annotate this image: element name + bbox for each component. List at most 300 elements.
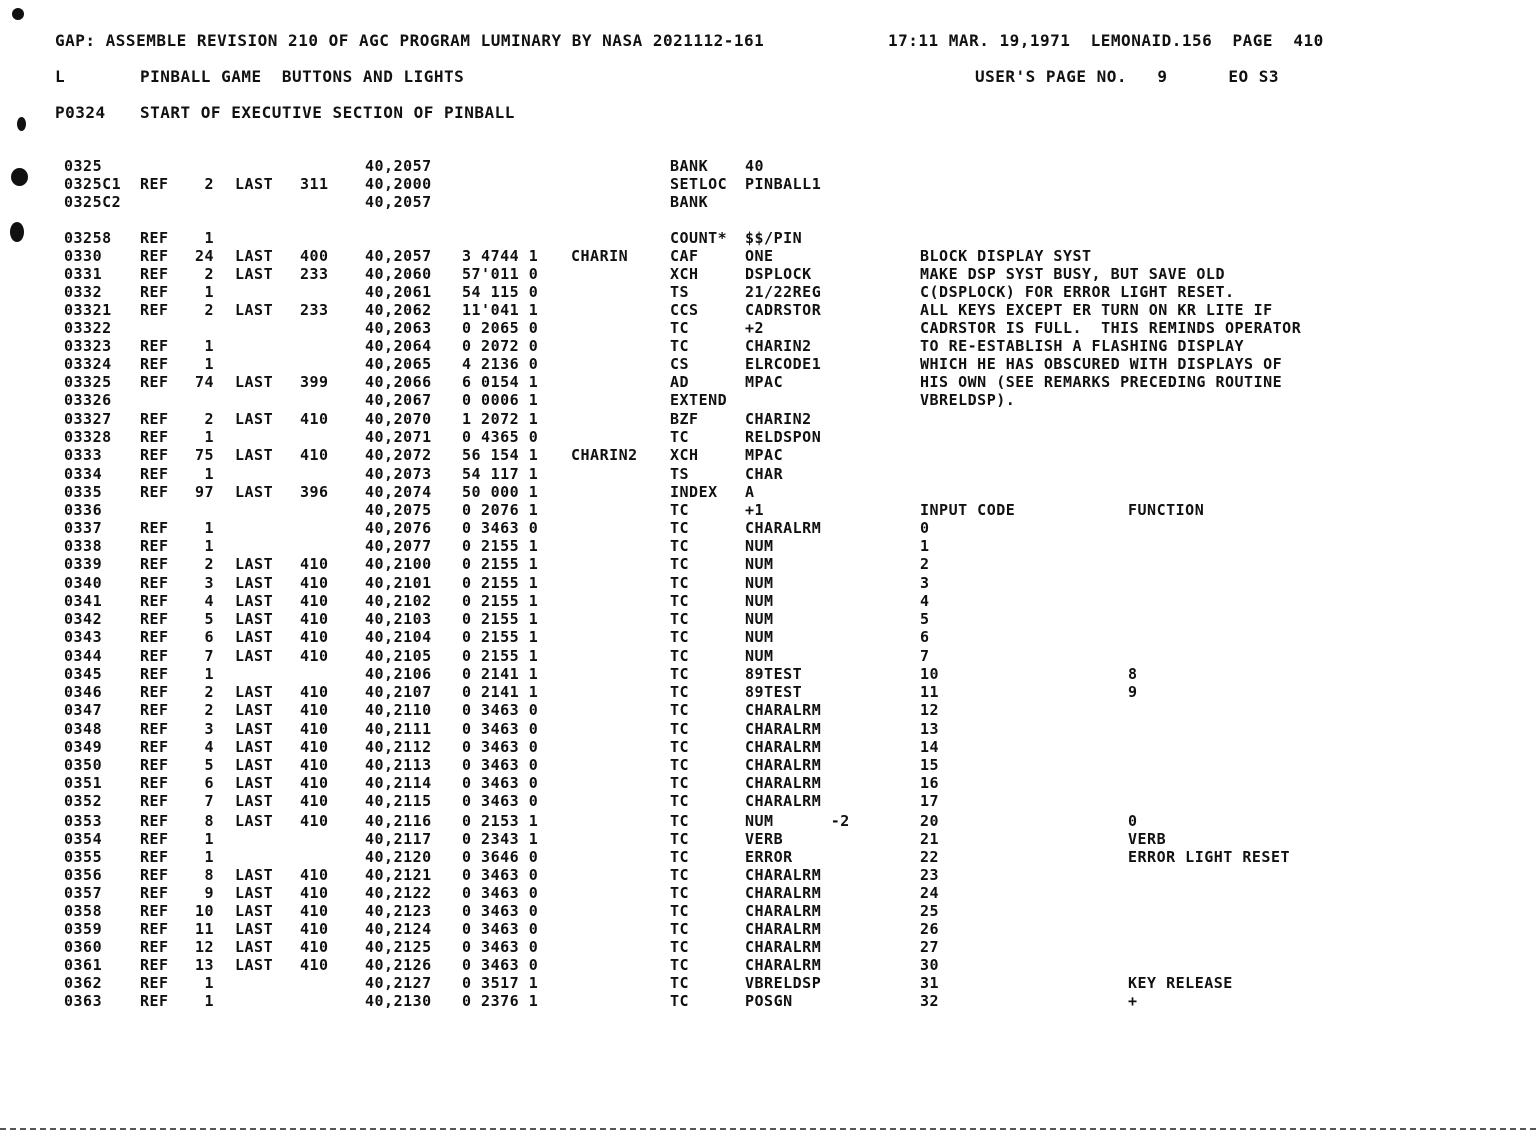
cell-remark: WHICH HE HAS OBSCURED WITH DISPLAYS OF — [920, 355, 1283, 373]
cell-code: 57'011 0 — [462, 265, 539, 283]
cell-code: 0 3463 0 — [462, 956, 539, 974]
cell-operand: +2 — [745, 319, 765, 337]
cell-cnt: 3 — [204, 574, 214, 592]
cell-line: 03321 — [64, 301, 112, 319]
listing-row — [0, 792, 1536, 810]
cell-code: 0 4365 0 — [462, 428, 539, 446]
cell-last: LAST — [235, 812, 274, 830]
section-title: START OF EXECUTIVE SECTION OF PINBALL — [140, 103, 515, 122]
cell-cnt: 7 — [204, 792, 214, 810]
cell-ref: REF — [140, 884, 169, 902]
cell-remark: 32 — [920, 992, 940, 1010]
cell-cnt: 1 — [204, 537, 214, 555]
binder-hole-mark — [12, 8, 24, 20]
user-page-number: USER'S PAGE NO. 9 EO S3 — [975, 67, 1279, 86]
cell-addr: 40,2000 — [365, 175, 432, 193]
cell-addr: 40,2130 — [365, 992, 432, 1010]
cell-lnum: 399 — [300, 373, 329, 391]
listing-row — [0, 774, 1536, 792]
cell-operand: NUM — [745, 628, 774, 646]
listing-row — [0, 830, 1536, 848]
cell-func: 9 — [1128, 683, 1138, 701]
listing-row — [0, 193, 1536, 211]
cell-operand: CHARALRM — [745, 774, 822, 792]
cell-addr: 40,2061 — [365, 283, 432, 301]
cell-cnt: 2 — [204, 701, 214, 719]
cell-line: 03326 — [64, 391, 112, 409]
cell-operand: 89TEST — [745, 665, 803, 683]
listing-row — [0, 920, 1536, 938]
cell-addr: 40,2113 — [365, 756, 432, 774]
cell-last: LAST — [235, 701, 274, 719]
cell-op: TC — [670, 774, 690, 792]
cell-addr: 40,2076 — [365, 519, 432, 537]
cell-last: LAST — [235, 756, 274, 774]
cell-line: 03324 — [64, 355, 112, 373]
cell-operand: VBRELDSP — [745, 974, 822, 992]
cell-remark: 1 — [920, 537, 930, 555]
cell-cnt: 7 — [204, 647, 214, 665]
cell-line: 0351 — [64, 774, 103, 792]
cell-remark: HIS OWN (SEE REMARKS PRECEDING ROUTINE — [920, 373, 1283, 391]
cell-addr: 40,2117 — [365, 830, 432, 848]
cell-code: 3 4744 1 — [462, 247, 539, 265]
cell-line: 0344 — [64, 647, 103, 665]
cell-cnt: 8 — [204, 812, 214, 830]
cell-cnt: 12 — [194, 938, 214, 956]
cell-remark: 20 — [920, 812, 940, 830]
cell-cnt: 3 — [204, 720, 214, 738]
cell-remark: 24 — [920, 884, 940, 902]
cell-cnt: 2 — [204, 410, 214, 428]
cell-line: 0334 — [64, 465, 103, 483]
cell-line: 03328 — [64, 428, 112, 446]
cell-remark: 3 — [920, 574, 930, 592]
cell-addr: 40,2125 — [365, 938, 432, 956]
cell-code: 6 0154 1 — [462, 373, 539, 391]
cell-last: LAST — [235, 410, 274, 428]
cell-remark: 23 — [920, 866, 940, 884]
cell-lnum: 410 — [300, 647, 329, 665]
cell-line: 0356 — [64, 866, 103, 884]
cell-line: 03323 — [64, 337, 112, 355]
cell-cnt: 1 — [204, 283, 214, 301]
cell-op: TC — [670, 519, 690, 537]
cell-func: 8 — [1128, 665, 1138, 683]
listing-row — [0, 974, 1536, 992]
cell-op: TC — [670, 683, 690, 701]
cell-cnt: 1 — [204, 465, 214, 483]
cell-cnt: 1 — [204, 519, 214, 537]
cell-code: 0 3463 0 — [462, 938, 539, 956]
cell-func: KEY RELEASE — [1128, 974, 1233, 992]
cell-remark: 6 — [920, 628, 930, 646]
listing-row — [0, 647, 1536, 665]
listing-row — [0, 884, 1536, 902]
cell-code: 0 2155 1 — [462, 537, 539, 555]
cell-lnum: 410 — [300, 774, 329, 792]
cell-operand: MPAC — [745, 446, 784, 464]
cell-operand: MPAC — [745, 373, 784, 391]
cell-last: LAST — [235, 902, 274, 920]
cell-line: 0338 — [64, 537, 103, 555]
cell-operand: CHARIN2 — [745, 337, 812, 355]
cell-last: LAST — [235, 956, 274, 974]
cell-ref: REF — [140, 592, 169, 610]
cell-code: 0 3463 0 — [462, 519, 539, 537]
cell-operand: ELRCODE1 — [745, 355, 822, 373]
cell-code: 0 3646 0 — [462, 848, 539, 866]
cell-cnt: 1 — [204, 355, 214, 373]
cell-operand: POSGN — [745, 992, 793, 1010]
cell-op: TC — [670, 665, 690, 683]
cell-cnt: 75 — [194, 446, 214, 464]
listing-row — [0, 175, 1536, 193]
cell-addr: 40,2104 — [365, 628, 432, 646]
cell-remark: 12 — [920, 701, 940, 719]
cell-ref: REF — [140, 555, 169, 573]
cell-op: TC — [670, 974, 690, 992]
cell-ref: REF — [140, 247, 169, 265]
cell-addr: 40,2065 — [365, 355, 432, 373]
cell-op: CCS — [670, 301, 699, 319]
listing-row — [0, 848, 1536, 866]
cell-cnt: 2 — [204, 265, 214, 283]
cell-func: + — [1128, 992, 1138, 1010]
cell-code: 11'041 1 — [462, 301, 539, 319]
listing-row — [0, 229, 1536, 247]
cell-operand: NUM -2 — [745, 812, 850, 830]
cell-cnt: 4 — [204, 738, 214, 756]
cell-operand: CHARALRM — [745, 956, 822, 974]
cell-addr: 40,2107 — [365, 683, 432, 701]
cell-cnt: 1 — [204, 337, 214, 355]
cell-ref: REF — [140, 428, 169, 446]
cell-code: 0 2076 1 — [462, 501, 539, 519]
cell-remark: 30 — [920, 956, 940, 974]
cell-cnt: 2 — [204, 175, 214, 193]
cell-line: 0353 — [64, 812, 103, 830]
cell-op: TC — [670, 738, 690, 756]
cell-code: 54 115 0 — [462, 283, 539, 301]
cell-addr: 40,2057 — [365, 157, 432, 175]
cell-last: LAST — [235, 483, 274, 501]
cell-line: 03327 — [64, 410, 112, 428]
cell-operand: +1 — [745, 501, 765, 519]
cell-addr: 40,2123 — [365, 902, 432, 920]
cell-operand: CHARALRM — [745, 792, 822, 810]
cell-line: 0347 — [64, 701, 103, 719]
cell-code: 0 3463 0 — [462, 756, 539, 774]
cell-operand: CHARALRM — [745, 756, 822, 774]
listing-row — [0, 592, 1536, 610]
cell-op: TC — [670, 592, 690, 610]
cell-remark: 16 — [920, 774, 940, 792]
cell-cnt: 8 — [204, 866, 214, 884]
cell-ref: REF — [140, 410, 169, 428]
cell-last: LAST — [235, 247, 274, 265]
cell-operand: CHARALRM — [745, 902, 822, 920]
cell-op: TC — [670, 701, 690, 719]
cell-operand: NUM — [745, 592, 774, 610]
cell-lnum: 410 — [300, 701, 329, 719]
page-bottom-rule — [0, 1128, 1536, 1130]
listing-row — [0, 665, 1536, 683]
cell-operand: NUM — [745, 610, 774, 628]
cell-code: 0 2155 1 — [462, 574, 539, 592]
cell-ref: REF — [140, 574, 169, 592]
listing-row — [0, 812, 1536, 830]
cell-line: 0335 — [64, 483, 103, 501]
cell-lnum: 311 — [300, 175, 329, 193]
cell-label: CHARIN2 — [571, 446, 638, 464]
cell-lnum: 410 — [300, 756, 329, 774]
cell-code: 0 2155 1 — [462, 647, 539, 665]
cell-ref: REF — [140, 792, 169, 810]
listing-row — [0, 446, 1536, 464]
cell-remark: 0 — [920, 519, 930, 537]
listing-row — [0, 247, 1536, 265]
assembly-header: GAP: ASSEMBLE REVISION 210 OF AGC PROGRAM LUMINARY BY NASA 2021112-161 — [55, 31, 765, 50]
cell-lnum: 410 — [300, 410, 329, 428]
cell-lnum: 410 — [300, 866, 329, 884]
cell-lnum: 410 — [300, 720, 329, 738]
cell-line: 0336 — [64, 501, 103, 519]
cell-op: TC — [670, 428, 690, 446]
cell-ref: REF — [140, 337, 169, 355]
listing-row — [0, 355, 1536, 373]
cell-addr: 40,2077 — [365, 537, 432, 555]
listing-row — [0, 537, 1536, 555]
cell-line: 0363 — [64, 992, 103, 1010]
cell-line: 03322 — [64, 319, 112, 337]
cell-ref: REF — [140, 812, 169, 830]
listing-row — [0, 465, 1536, 483]
cell-code: 4 2136 0 — [462, 355, 539, 373]
cell-ref: REF — [140, 701, 169, 719]
cell-op: TC — [670, 830, 690, 848]
listing-row — [0, 720, 1536, 738]
log-section-title: PINBALL GAME BUTTONS AND LIGHTS — [140, 67, 465, 86]
cell-code: 0 2343 1 — [462, 830, 539, 848]
cell-op: BZF — [670, 410, 699, 428]
cell-remark: BLOCK DISPLAY SYST — [920, 247, 1092, 265]
cell-ref: REF — [140, 720, 169, 738]
cell-addr: 40,2066 — [365, 373, 432, 391]
cell-lnum: 410 — [300, 902, 329, 920]
cell-code: 0 0006 1 — [462, 391, 539, 409]
cell-operand: ONE — [745, 247, 774, 265]
cell-lnum: 410 — [300, 555, 329, 573]
cell-last: LAST — [235, 265, 274, 283]
cell-code: 0 2155 1 — [462, 555, 539, 573]
cell-line: 0345 — [64, 665, 103, 683]
binder-hole-mark — [17, 117, 26, 131]
cell-line: 0359 — [64, 920, 103, 938]
cell-op: INDEX — [670, 483, 718, 501]
cell-lnum: 396 — [300, 483, 329, 501]
cell-code: 0 3463 0 — [462, 792, 539, 810]
cell-code: 1 2072 1 — [462, 410, 539, 428]
cell-operand: RELDSPON — [745, 428, 822, 446]
cell-remark: CADRSTOR IS FULL. THIS REMINDS OPERATOR — [920, 319, 1302, 337]
cell-line: 0325C1 — [64, 175, 122, 193]
section-number: P0324 — [55, 103, 106, 122]
cell-line: 0337 — [64, 519, 103, 537]
cell-remark: 5 — [920, 610, 930, 628]
cell-lnum: 410 — [300, 446, 329, 464]
cell-code: 0 2065 0 — [462, 319, 539, 337]
cell-addr: 40,2114 — [365, 774, 432, 792]
cell-addr: 40,2111 — [365, 720, 432, 738]
cell-operand: CHARALRM — [745, 866, 822, 884]
cell-ref: REF — [140, 974, 169, 992]
cell-last: LAST — [235, 720, 274, 738]
cell-operand: CHARALRM — [745, 884, 822, 902]
cell-line: 0342 — [64, 610, 103, 628]
cell-line: 0357 — [64, 884, 103, 902]
cell-lnum: 410 — [300, 738, 329, 756]
cell-code: 0 2155 1 — [462, 610, 539, 628]
cell-last: LAST — [235, 792, 274, 810]
cell-op: TC — [670, 337, 690, 355]
cell-line: 0349 — [64, 738, 103, 756]
cell-code: 0 2155 1 — [462, 592, 539, 610]
cell-ref: REF — [140, 738, 169, 756]
cell-op: EXTEND — [670, 391, 728, 409]
cell-remark: 15 — [920, 756, 940, 774]
cell-last: LAST — [235, 866, 274, 884]
cell-last: LAST — [235, 555, 274, 573]
cell-cnt: 74 — [194, 373, 214, 391]
cell-addr: 40,2106 — [365, 665, 432, 683]
cell-op: XCH — [670, 265, 699, 283]
cell-ref: REF — [140, 373, 169, 391]
cell-remark: 26 — [920, 920, 940, 938]
listing-row — [0, 157, 1536, 175]
cell-lnum: 410 — [300, 792, 329, 810]
cell-ref: REF — [140, 830, 169, 848]
cell-line: 0339 — [64, 555, 103, 573]
cell-op: TC — [670, 884, 690, 902]
cell-ref: REF — [140, 283, 169, 301]
cell-code: 0 3463 0 — [462, 866, 539, 884]
cell-addr: 40,2063 — [365, 319, 432, 337]
cell-op: TS — [670, 283, 690, 301]
cell-code: 0 2376 1 — [462, 992, 539, 1010]
cell-remark: 27 — [920, 938, 940, 956]
cell-lnum: 410 — [300, 956, 329, 974]
cell-addr: 40,2110 — [365, 701, 432, 719]
cell-code: 0 3463 0 — [462, 701, 539, 719]
cell-op: TC — [670, 610, 690, 628]
cell-ref: REF — [140, 483, 169, 501]
cell-remark: MAKE DSP SYST BUSY, BUT SAVE OLD — [920, 265, 1225, 283]
cell-line: 03258 — [64, 229, 112, 247]
cell-op: TC — [670, 992, 690, 1010]
cell-line: 0355 — [64, 848, 103, 866]
cell-cnt: 13 — [194, 956, 214, 974]
cell-addr: 40,2116 — [365, 812, 432, 830]
cell-ref: REF — [140, 920, 169, 938]
cell-remark: 2 — [920, 555, 930, 573]
cell-ref: REF — [140, 229, 169, 247]
cell-op: COUNT* — [670, 229, 728, 247]
cell-last: LAST — [235, 628, 274, 646]
cell-code: 0 3463 0 — [462, 884, 539, 902]
cell-ref: REF — [140, 175, 169, 193]
cell-op: TC — [670, 792, 690, 810]
cell-ref: REF — [140, 519, 169, 537]
cell-op: BANK — [670, 193, 709, 211]
cell-addr: 40,2060 — [365, 265, 432, 283]
listing-row — [0, 265, 1536, 283]
cell-last: LAST — [235, 738, 274, 756]
cell-cnt: 10 — [194, 902, 214, 920]
cell-op: TC — [670, 920, 690, 938]
cell-op: TC — [670, 866, 690, 884]
cell-line: 0330 — [64, 247, 103, 265]
cell-remark: C(DSPLOCK) FOR ERROR LIGHT RESET. — [920, 283, 1235, 301]
cell-operand: CHARIN2 — [745, 410, 812, 428]
listing-row — [0, 410, 1536, 428]
cell-addr: 40,2070 — [365, 410, 432, 428]
cell-label: CHARIN — [571, 247, 629, 265]
cell-last: LAST — [235, 301, 274, 319]
cell-op: TC — [670, 720, 690, 738]
cell-cnt: 1 — [204, 974, 214, 992]
cell-op: TC — [670, 938, 690, 956]
listing-row — [0, 866, 1536, 884]
cell-addr: 40,2075 — [365, 501, 432, 519]
cell-addr: 40,2067 — [365, 391, 432, 409]
cell-operand: $$/PIN — [745, 229, 803, 247]
cell-cnt: 24 — [194, 247, 214, 265]
cell-ref: REF — [140, 465, 169, 483]
cell-ref: REF — [140, 774, 169, 792]
cell-operand: A — [745, 483, 755, 501]
cell-addr: 40,2127 — [365, 974, 432, 992]
cell-line: 0331 — [64, 265, 103, 283]
cell-ref: REF — [140, 355, 169, 373]
cell-operand: CHAR — [745, 465, 784, 483]
listing-row — [0, 428, 1536, 446]
cell-operand: CHARALRM — [745, 701, 822, 719]
cell-lnum: 410 — [300, 938, 329, 956]
cell-last: LAST — [235, 446, 274, 464]
cell-lnum: 410 — [300, 574, 329, 592]
cell-line: 0325 — [64, 157, 103, 175]
listing-row — [0, 519, 1536, 537]
cell-op: TC — [670, 555, 690, 573]
cell-line: 0343 — [64, 628, 103, 646]
assembly-timestamp: 17:11 MAR. 19,1971 LEMONAID.156 PAGE 410 — [888, 31, 1324, 50]
cell-remark: 10 — [920, 665, 940, 683]
cell-operand: NUM — [745, 647, 774, 665]
cell-last: LAST — [235, 683, 274, 701]
cell-line: 0358 — [64, 902, 103, 920]
cell-func: ERROR LIGHT RESET — [1128, 848, 1291, 866]
cell-cnt: 2 — [204, 683, 214, 701]
cell-operand: 21/22REG — [745, 283, 822, 301]
listing-row — [0, 373, 1536, 391]
cell-remark: INPUT CODE — [920, 501, 1016, 519]
cell-line: 0325C2 — [64, 193, 122, 211]
cell-ref: REF — [140, 992, 169, 1010]
cell-addr: 40,2064 — [365, 337, 432, 355]
cell-code: 0 2141 1 — [462, 683, 539, 701]
cell-addr: 40,2121 — [365, 866, 432, 884]
